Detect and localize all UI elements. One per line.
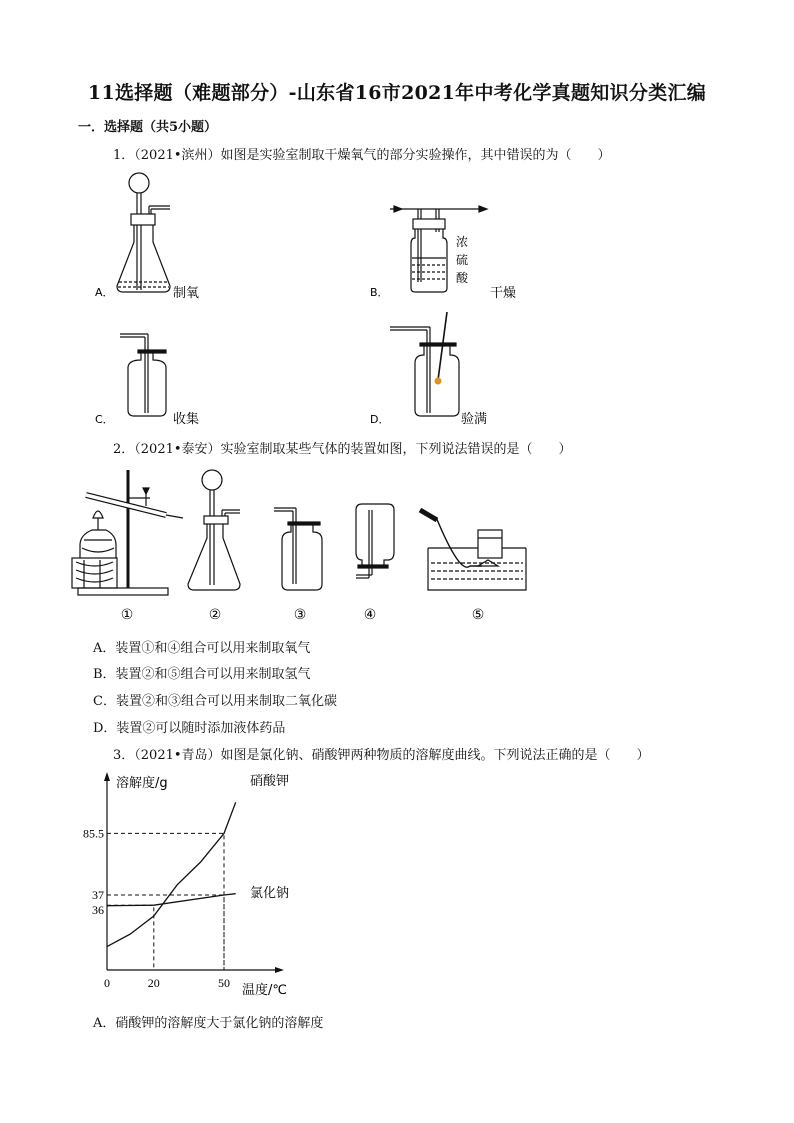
guide-line-2 (107, 905, 154, 970)
q1-a-letter: A． (95, 286, 114, 299)
series-label-nacl: 氯化钠 (250, 886, 290, 901)
apparatus-label-5: ⑤ (471, 607, 485, 623)
x-tick-label: 0 (104, 976, 110, 990)
x-tick-label: 20 (147, 976, 160, 990)
q1-b-reagent-1: 浓 (456, 235, 469, 249)
y-axis-label: 溶解度/g (116, 776, 168, 791)
x-axis-arrow (275, 967, 284, 973)
q1-c-label: 收集 (173, 412, 200, 427)
series-line-kno3 (107, 802, 236, 946)
apparatus-label-2: ② (208, 607, 222, 623)
q3-option-a: A．硝酸钾的溶解度大于氯化钠的溶解度 (93, 1016, 324, 1031)
q1-stem: 1．（2021•滨州）如图是实验室制取干燥氧气的部分实验操作，其中错误的为（ ） (113, 148, 611, 163)
q1-a-label: 制氧 (173, 286, 200, 301)
q1-b-reagent-2: 硫 (456, 253, 469, 267)
y-axis-arrow (104, 772, 110, 781)
q2-option-a: A．装置①和④组合可以用来制取氧气 (93, 641, 311, 656)
apparatus-label-4: ④ (363, 607, 377, 623)
guide-line-1 (107, 895, 224, 970)
q3-stem: 3．（2021•青岛）如图是氯化钠、硝酸钾两种物质的溶解度曲线。下列说法正确的是（ ） (113, 748, 650, 763)
apparatus-label-3: ③ (293, 607, 307, 623)
x-tick-label: 50 (218, 976, 230, 990)
y-tick-label: 85.5 (83, 826, 104, 841)
section-heading: 一．选择题（共5小题） (78, 120, 218, 135)
q2-stem: 2．（2021•泰安）实验室制取某些气体的装置如图，下列说法错误的是（ ） (113, 442, 572, 457)
q2-option-d: D．装置②可以随时添加液体药品 (93, 721, 286, 736)
x-axis-label: 温度/℃ (242, 983, 287, 998)
q1-d-letter: D． (370, 413, 390, 426)
q2-option-c: C．装置②和③组合可以用来制取二氧化碳 (93, 694, 337, 709)
y-tick-label: 36 (92, 903, 104, 918)
q1-d-label: 验满 (461, 412, 488, 427)
q1-b-reagent-3: 酸 (456, 271, 469, 285)
document-title: 11选择题（难题部分）-山东省16市2021年中考化学真题知识分类汇编 (87, 82, 707, 104)
q1-b-label: 干燥 (490, 286, 517, 301)
q1-c-letter: C． (95, 413, 114, 426)
q2-option-b: B．装置②和⑤组合可以用来制取氢气 (93, 667, 311, 682)
chart-axes (107, 778, 278, 970)
y-tick-label: 37 (92, 888, 104, 902)
series-label-kno3: 硝酸钾 (250, 774, 290, 789)
apparatus-label-1: ① (120, 607, 134, 623)
q1-b-letter: B． (370, 286, 389, 299)
